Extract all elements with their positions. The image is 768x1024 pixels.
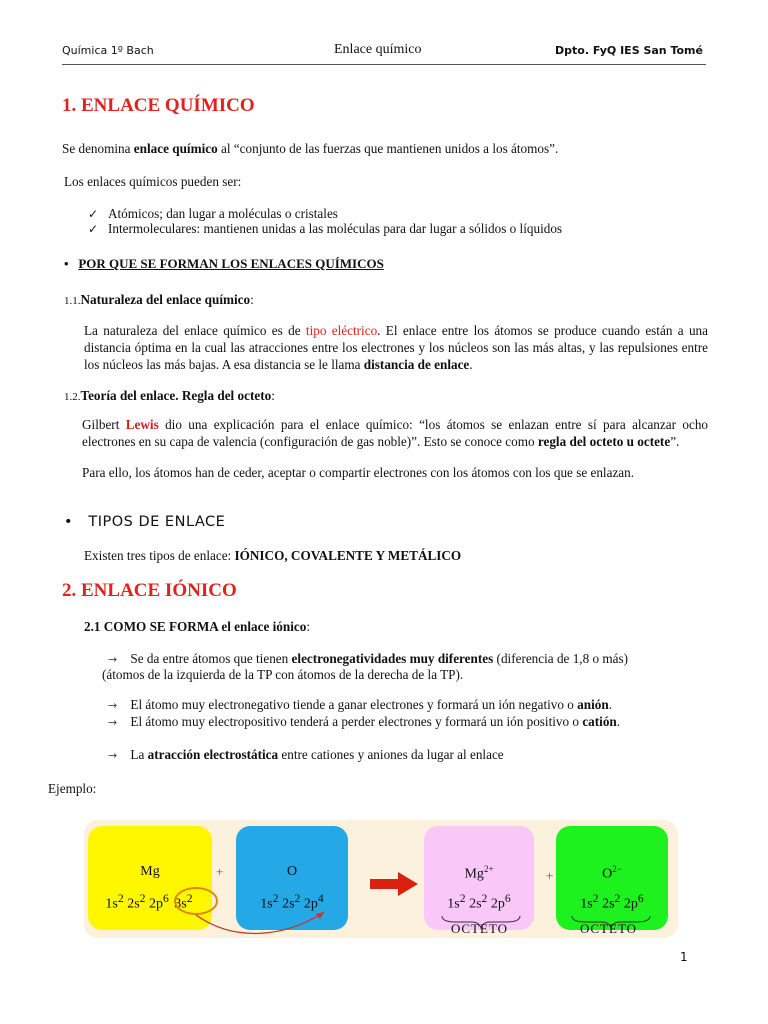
o-ion-symbol: $O^{2-}$	[602, 864, 622, 882]
lewis-paragraph-line2: Para ello, los átomos han de ceder, aceptar o compartir electrones con los átomos con los que se enlazan.	[82, 465, 635, 480]
subsection-1-2-title: 1.2.Teoría del enlace. Regla del octeto:	[64, 388, 275, 403]
why-heading: • POR QUE SE FORMAN LOS ENLACES QUÍMICOS	[64, 256, 384, 271]
subsection-1-1-title: 1.1.Naturaleza del enlace químico:	[64, 292, 254, 307]
ionic-point-1: → Se da entre átomos que tienen electronegatividades muy diferentes (diferencia de 1,8 o más)	[108, 651, 628, 666]
tipos-paragraph: Existen tres tipos de enlace: IÓNICO, COVALENTE Y METÁLICO	[84, 548, 462, 563]
page-number: 1	[680, 950, 688, 964]
header-center: Enlace químico	[334, 42, 422, 57]
example-label: Ejemplo:	[48, 781, 97, 796]
arrow-right-icon: →	[108, 716, 118, 729]
o-ion-configuration: $1s^2$ $2s^2$ $2p^6$	[580, 892, 644, 912]
checkmark-icon: ✓	[88, 222, 99, 236]
bullet-icon: •	[64, 514, 74, 530]
nature-paragraph: La naturaleza del enlace químico es de tipo eléctrico. El enlace entre los átomos se produce cuando están a una distancia óptima en la cual las atracciones entre los electrones y los núcleos son las más altas, y las repulsiones entre los núcleos las más bajas. A esa distancia se le llama distancia de enlace.	[84, 323, 709, 372]
tipos-heading: • TIPOS DE ENLACE	[64, 514, 226, 530]
octeto-label-o: OCTETO	[580, 921, 638, 936]
ionic-point-4: → La atracción electrostática entre cationes y aniones da lugar al enlace	[108, 747, 504, 762]
bullet-icon: •	[64, 256, 69, 271]
types-intro: Los enlaces químicos pueden ser:	[64, 174, 242, 189]
lewis-paragraph: Gilbert Lewis dio una explicación para el enlace químico: “los átomos se enlazan entre sí para alcanzar ocho electrones en su capa de valencia (configuración de gas noble)”. Esto se conoce como regla del octeto u octete”.	[82, 417, 709, 449]
ionic-point-2: → El átomo muy electronegativo tiende a ganar electrones y formará un ión negativo o anión.	[108, 697, 612, 712]
plus-sign: +	[546, 868, 554, 883]
subsection-2-1-title: 2.1 COMO SE FORMA el enlace iónico:	[84, 619, 311, 634]
o-configuration: $1s^2$ $2s^2$ $2p^4$	[260, 892, 324, 912]
header-left: Química 1º Bach	[62, 44, 154, 57]
mg-ion-configuration: $1s^2$ $2s^2$ $2p^6$	[447, 892, 511, 912]
ionic-point-1-line2: (átomos de la izquierda de la TP con átomos de la derecha de la TP).	[102, 667, 464, 682]
o-symbol: O	[286, 864, 298, 879]
header-right: Dpto. FyQ IES San Tomé	[555, 44, 703, 57]
section2-title: 2. ENLACE IÓNICO	[62, 580, 237, 601]
arrow-right-icon: →	[108, 699, 118, 712]
definition-paragraph: Se denomina enlace químico al “conjunto de las fuerzas que mantienen unidos a los átomos”.	[62, 141, 559, 156]
types-list-item-2: ✓ Intermoleculares: mantienen unidas a las moléculas para dar lugar a sólidos o líquidos	[88, 221, 563, 236]
arrow-right-icon: →	[108, 749, 118, 762]
mg-symbol: Mg	[140, 864, 160, 879]
arrow-right-icon: →	[108, 653, 118, 666]
types-list-item-1: ✓ Atómicos; dan lugar a moléculas o cristales	[88, 206, 338, 221]
checkmark-icon: ✓	[88, 207, 99, 221]
mg-ion-symbol: $Mg^{2+}$	[464, 864, 494, 882]
ionic-point-3: → El átomo muy electropositivo tenderá a perder electrones y formará un ión positivo o catión.	[108, 714, 621, 729]
plus-sign: +	[216, 864, 224, 879]
section1-title: 1. ENLACE QUÍMICO	[62, 95, 255, 116]
header-rule	[62, 64, 706, 65]
mg-configuration: $1s^2$ $2s^2$ $2p^6$ $3s^2$	[105, 892, 193, 912]
octeto-label-mg: OCTETO	[451, 921, 509, 936]
